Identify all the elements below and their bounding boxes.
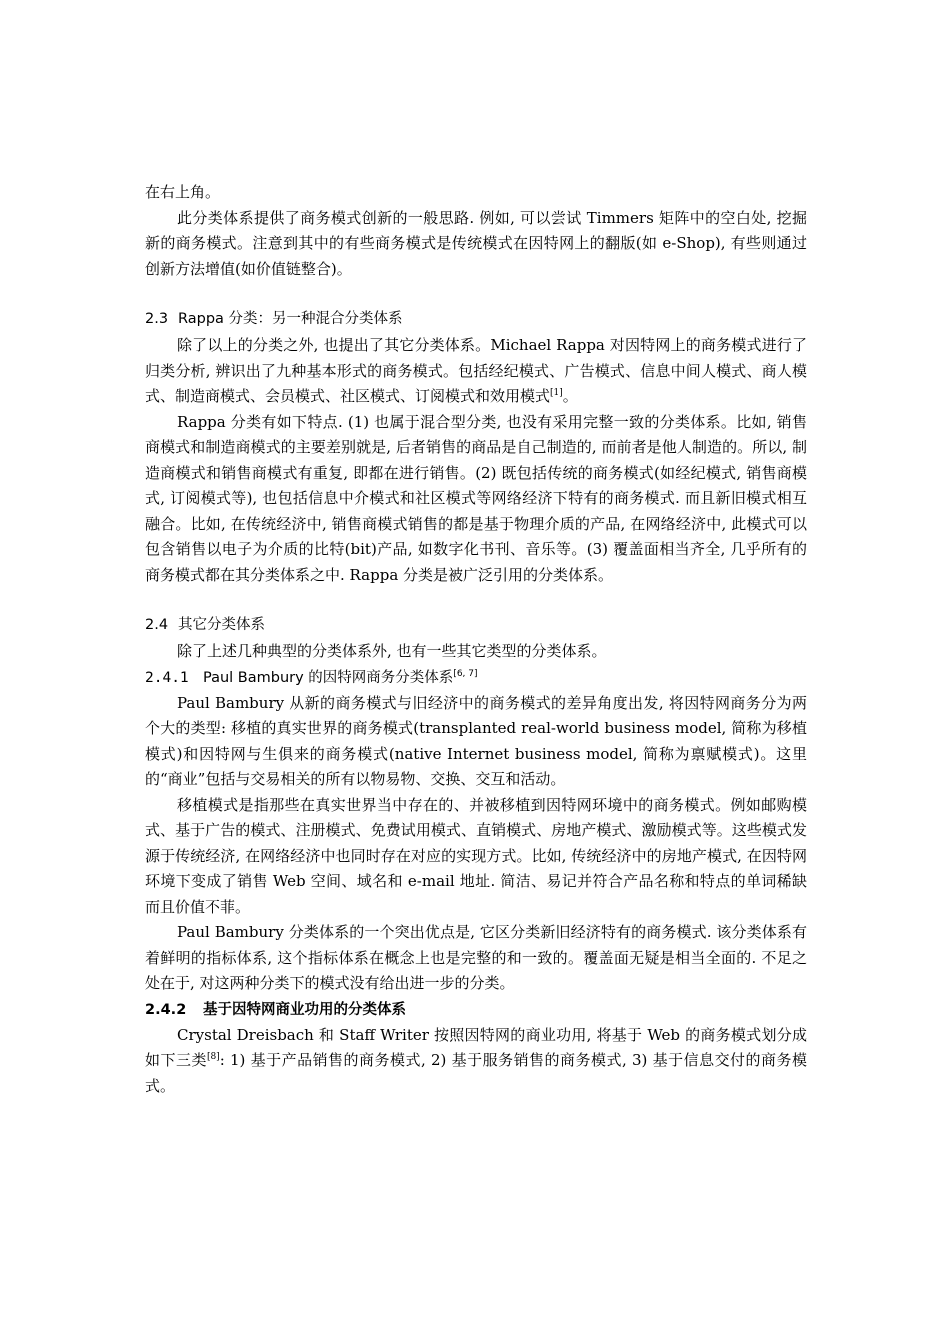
section-heading-2-3 — [145, 306, 807, 333]
paragraph-end: : 1) 基于产品销售的商务模式, 2) 基于服务销售的商务模式, 3) 基于信息交付的商务模式。 — [145, 1051, 807, 1095]
paragraph-bambury-types: Paul Bambury 从新的商务模式与旧经济中的商务模式的差异角度出发, 将因特网商务分为两个大的类型: 移植的真实世界的商务模式(transplanted real-world business model, 简称为移植模式)和因特网与生俱来的商务模式(native Internet business model, 简称为禀赋模式)。这里的“商业”包括与交易相关的所有以物易物、交换、交互和活动。 — [145, 693, 807, 788]
paragraph-rappa-intro — [145, 333, 807, 410]
subsection-heading-2-4-1 — [145, 665, 807, 691]
subsection-number: 2.4.2 — [145, 1001, 187, 1018]
citation-ref: [8] — [206, 1052, 220, 1062]
subsection-title: Paul Bambury 的因特网商务分类体系 — [203, 669, 454, 686]
subsection-number: 2.4.1 — [145, 669, 189, 686]
paragraph-continuation: 在右上角。 — [145, 183, 221, 201]
subsection-heading-2-4-2 — [145, 997, 807, 1023]
section-title: Rappa 分类：另一种混合分类体系 — [178, 311, 403, 327]
citation-ref: [6, 7] — [453, 668, 478, 679]
paragraph-other-intro: 除了上述几种典型的分类体系外, 也有一些其它类型的分类体系。 — [177, 642, 607, 660]
paragraph-bambury-evaluation: Paul Bambury 分类体系的一个突出优点是, 它区分类新旧经济特有的商务模式. 该分类体系有着鲜明的指标体系, 这个指标体系在概念上也是完整的和一致的。覆盖面无疑是相当全面的. 不足之处在于, 对这两种分类下的模式没有给出进一步的分类。 — [145, 923, 807, 992]
paragraph-text: 除了以上的分类之外, 也提出了其它分类体系。Michael Rappa 对因特网上的商务模式进行了归类分析, 辨识出了九种基本形式的商务模式。包括经纪模式、广告模式、信息中间人模式、商人模式、制造商模式、会员模式、社区模式、订阅模式和效用模式 — [145, 336, 807, 405]
section-title: 其它分类体系 — [178, 617, 265, 633]
spacer — [145, 282, 807, 306]
paragraph-end: 。 — [562, 387, 578, 405]
document-page — [145, 180, 807, 1099]
paragraph-rappa-features: Rappa 分类有如下特点. (1) 也属于混合型分类, 也没有采用完整一致的分类体系。比如, 销售商模式和制造商模式的主要差别就是, 后者销售的商品是自己制造的, 而前者是他人制造的。所以, 制造商模式和销售商模式有重复, 即都在进行销售。(2) 既包括传统的商务模式(如经纪模式, 销售商模式, 订阅模式等), 也包括信息中介模式和社区模式等网络经济下特有的商务模式. 而且新旧模式相互融合。比如, 在传统经济中, 销售商模式销售的都是基于物理介质的产品, 在网络经济中, 此模式可以包含销售以电子为介质的比特(bit)产品, 如数字化书刊、音乐等。(3) 覆盖面相当齐全, 几乎所有的商务模式都在其分类体系之中. Rappa 分类是被广泛引用的分类体系。 — [145, 412, 807, 584]
spacer — [145, 588, 807, 612]
citation-ref: [1] — [550, 388, 563, 398]
paragraph-timmers-summary: 此分类体系提供了商务模式创新的一般思路. 例如, 可以尝试 Timmers 矩阵中的空白处, 挖掘新的商务模式。注意到其中的有些商务模式是传统模式在因特网上的翻版(如 e-Shop), 有些则通过创新方法增值(如价值链整合)。 — [145, 208, 807, 278]
section-number: 2.4 — [145, 617, 169, 633]
subsection-title: 基于因特网商业功用的分类体系 — [203, 1001, 406, 1018]
paragraph-transplanted-models: 移植模式是指那些在真实世界当中存在的、并被移植到因特网环境中的商务模式。例如邮购模式、基于广告的模式、注册模式、免费试用模式、直销模式、房地产模式、激励模式等。这些模式发源于传统经济, 在网络经济中也同时存在对应的实现方式。比如, 传统经济中的房地产模式, 在因特网环境下变成了销售 Web 空间、域名和 e-mail 地址. 简洁、易记并符合产品名称和特点的单词稀缺而且价值不菲。 — [145, 795, 807, 916]
section-number: 2.3 — [145, 311, 169, 327]
paragraph-dreisbach — [145, 1023, 807, 1100]
section-heading-2-4 — [145, 612, 807, 639]
paragraph-text: Crystal Dreisbach 和 Staff Writer 按照因特网的商业功用, 将基于 Web 的商务模式划分成如下三类 — [145, 1025, 807, 1069]
